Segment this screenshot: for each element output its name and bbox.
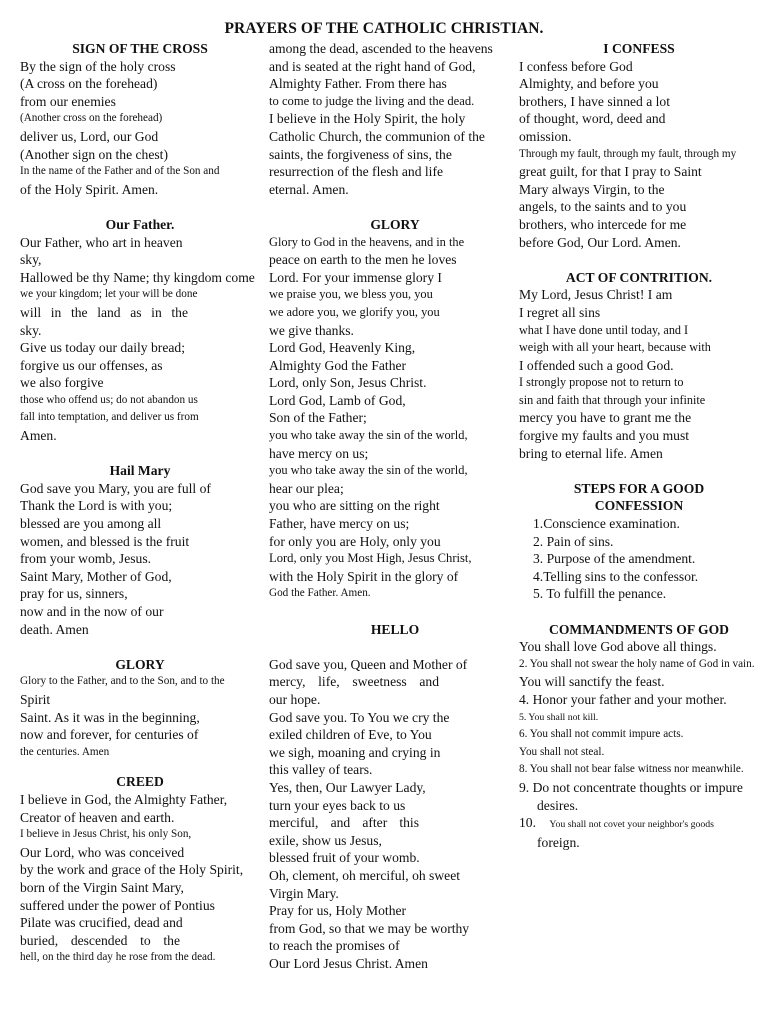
prayer-line: By the sign of the holy cross (20, 58, 176, 74)
prayer-line: hell, on the third day he rose from the dead. (20, 951, 216, 964)
hail-mary-heading: Hail Mary (109, 463, 171, 479)
prayer-line: have mercy on us; (269, 445, 369, 461)
prayer-line: Our Lord Jesus Christ. Amen (269, 955, 428, 971)
prayer-line: Mary always Virgin, to the (519, 181, 665, 197)
sign-of-cross-heading: SIGN OF THE CROSS (72, 41, 208, 56)
prayer-line: born of the Virgin Saint Mary, (20, 879, 184, 895)
column-left (20, 40, 260, 967)
prayer-line: now and in the now of our (20, 604, 164, 619)
prayer-line: omission. (519, 128, 572, 144)
prayer-line: Saint Mary, Mother of God, (20, 568, 172, 584)
prayer-line: turn your eyes back to us (269, 797, 406, 813)
list-item: 2. Pain of sins. (533, 533, 614, 549)
prayer-line: Lord God, Lamb of God, (269, 392, 406, 408)
prayer-line: Lord God, Heavenly King, (269, 340, 416, 356)
prayer-line: Pilate was crucified, dead and (20, 915, 183, 931)
list-item: 5. You shall not kill. (519, 711, 599, 723)
list-item (519, 814, 759, 834)
prayer-line: I offended such a good God. (519, 357, 674, 373)
prayer-line: Saint. As it was in the beginning, (20, 709, 200, 725)
glory-long-heading: GLORY (370, 216, 420, 232)
prayer-line: angels, to the saints and to you (519, 199, 687, 215)
list-number: 10. (519, 815, 536, 831)
list-item-continued: foreign. (537, 834, 580, 850)
list-item: 4. Honor your father and your mother. (519, 691, 727, 707)
prayer-line: from our enemies (20, 93, 116, 109)
prayer-line: you who take away the sin of the world, (269, 463, 468, 478)
prayer-line: weigh with all your heart, because with (519, 340, 711, 355)
prayer-line: for only you are Holy, only you (269, 533, 441, 549)
prayer-line: God save you. To You we cry the (269, 709, 450, 725)
glory-short-heading: GLORY (115, 656, 165, 672)
prayer-line: (Another sign on the chest) (20, 146, 168, 162)
prayer-line: among the dead, ascended to the heavens (269, 41, 493, 56)
prayer-line: (A cross on the forehead) (20, 76, 158, 92)
prayer-line: before God, Our Lord. Amen. (519, 234, 681, 250)
prayer-line: Spirit (20, 691, 51, 707)
creed-heading: CREED (116, 774, 164, 790)
list-item: 3. Purpose of the amendment. (533, 551, 696, 567)
prayer-line: God the Father. Amen. (269, 587, 371, 600)
list-item: 8. You shall not bear false witness nor meanwhile. (519, 763, 744, 776)
prayer-line: of thought, word, deed and (519, 111, 666, 127)
prayer-line: My Lord, Jesus Christ! I am (519, 287, 673, 303)
steps-heading-2: CONFESSION (594, 498, 684, 514)
prayer-line: I strongly propose not to return to (519, 375, 684, 390)
prayer-line: God save you, Queen and Mother of (269, 656, 468, 672)
prayer-line: Creator of heaven and earth. (20, 809, 175, 825)
prayer-line: In the name of the Father and of the Son and (20, 165, 220, 178)
prayer-line: to come to judge the living and the dead. (269, 93, 475, 108)
prayer-line: from your womb, Jesus. (20, 551, 152, 567)
prayer-line: Virgin Mary. (269, 885, 339, 901)
prayer-line: buried, descended to the (20, 932, 180, 948)
list-item: 2. You shall not swear the holy name of God in vain. (519, 657, 755, 670)
prayer-line: Thank the Lord is with you; (20, 498, 173, 514)
column-middle (269, 40, 521, 972)
prayer-line: deliver us, Lord, our God (20, 128, 159, 144)
prayer-line: those who offend us; do not abandon us (20, 393, 198, 406)
prayer-line: bring to eternal life. Amen (519, 445, 663, 461)
prayer-line: we give thanks. (269, 322, 354, 338)
prayer-line: I believe in God, the Almighty Father, (20, 791, 228, 807)
prayer-line: eternal. Amen. (269, 181, 349, 197)
prayer-line: Glory to God in the heavens, and in the (269, 234, 465, 249)
prayer-line: will in the land as in the (20, 304, 188, 320)
list-item: 4.Telling sins to the confessor. (533, 568, 699, 584)
prayer-line: Our Father, who art in heaven (20, 234, 183, 250)
prayer-line: sin and faith that through your infinite (519, 392, 706, 407)
list-item: 5. To fulfill the penance. (533, 586, 667, 602)
prayer-line: merciful, and after this (269, 815, 419, 831)
prayer-line: we adore you, we glorify you, you (269, 304, 440, 319)
prayer-line: Lord. For your immense glory I (269, 269, 442, 285)
prayer-line: great guilt, for that I pray to Saint (519, 164, 702, 180)
prayer-line: from God, so that we may be worthy (269, 920, 470, 936)
prayer-line: Oh, clement, oh merciful, oh sweet (269, 867, 461, 883)
hello-heading: HELLO (370, 621, 420, 637)
prayer-line: the centuries. Amen (20, 745, 110, 758)
prayer-line: sky, (20, 252, 42, 268)
prayer-line: brothers, I have sinned a lot (519, 93, 670, 109)
prayer-line: we sigh, moaning and crying in (269, 744, 441, 760)
commandments-heading: COMMANDMENTS OF GOD (549, 621, 729, 637)
prayer-line: you who take away the sin of the world, (269, 428, 468, 443)
prayer-line: women, and blessed is the fruit (20, 533, 190, 549)
prayer-line: Almighty God the Father (269, 357, 407, 373)
prayer-line: God save you Mary, you are full of (20, 480, 211, 496)
prayer-line: Pray for us, Holy Mother (269, 903, 407, 919)
prayer-line: exiled children of Eve, to You (269, 727, 432, 743)
prayer-line: mercy you have to grant me the (519, 410, 692, 426)
prayer-line: Father, have mercy on us; (269, 516, 410, 532)
prayer-line: suffered under the power of Pontius (20, 897, 215, 913)
list-item: 6. You shall not commit impure acts. (519, 728, 684, 741)
prayer-line: forgive my faults and you must (519, 428, 690, 444)
i-confess-heading: I CONFESS (603, 41, 675, 56)
prayer-line: resurrection of the flesh and life (269, 164, 444, 180)
prayer-line: I confess before God (519, 58, 633, 74)
prayer-line: we your kingdom; let your will be done (20, 288, 198, 301)
our-father-heading: Our Father. (105, 216, 175, 232)
prayer-line: brothers, who intercede for me (519, 216, 687, 232)
prayer-line: we praise you, we bless you, you (269, 287, 433, 302)
prayer-line: Lord, only Son, Jesus Christ. (269, 375, 427, 391)
prayer-line: Our Lord, who was conceived (20, 844, 185, 860)
list-item: You shall not steal. (519, 745, 605, 758)
prayer-line: hear our plea; (269, 480, 344, 496)
prayer-line: we also forgive (20, 375, 104, 391)
prayer-line: Son of the Father; (269, 410, 367, 426)
prayer-line: I regret all sins (519, 304, 601, 320)
prayer-line: death. Amen (20, 621, 89, 637)
steps-heading: STEPS FOR A GOOD (573, 480, 705, 496)
prayer-line: I believe in the Holy Spirit, the holy (269, 111, 466, 127)
prayer-line: you who are sitting on the right (269, 498, 440, 514)
prayer-line: Through my fault, through my fault, through my (519, 147, 737, 160)
prayer-line: pray for us, sinners, (20, 586, 128, 602)
prayer-line: by the work and grace of the Holy Spirit, (20, 862, 244, 878)
prayer-line: Yes, then, Our Lawyer Lady, (269, 779, 426, 795)
prayer-line: Glory to the Father, and to the Son, and to the (20, 675, 225, 688)
prayer-line: peace on earth to the men he loves (269, 252, 457, 268)
prayer-line: blessed fruit of your womb. (269, 850, 420, 866)
prayer-line: I believe in Jesus Christ, his only Son, (20, 828, 192, 841)
prayer-line: this valley of tears. (269, 762, 373, 778)
contrition-heading: ACT OF CONTRITION. (565, 269, 713, 285)
prayer-line: and is seated at the right hand of God, (269, 58, 476, 74)
prayer-line: mercy, life, sweetness and (269, 674, 439, 690)
prayer-line: our hope. (269, 691, 321, 707)
prayer-line: Hallowed be thy Name; thy kingdom come (20, 269, 255, 285)
list-text: You shall not covet your neighbor's goods (549, 819, 714, 831)
prayer-line: saints, the forgiveness of sins, the (269, 146, 452, 162)
prayer-line: fall into temptation, and deliver us from (20, 411, 199, 424)
prayer-line: Almighty, and before you (519, 76, 659, 92)
prayer-line: (Another cross on the forehead) (20, 112, 163, 125)
prayer-line: Almighty Father. From there has (269, 76, 447, 92)
prayer-line: blessed are you among all (20, 516, 162, 532)
list-item: You will sanctify the feast. (519, 674, 665, 690)
prayer-line: Amen. (20, 428, 57, 444)
list-item: 1.Conscience examination. (533, 516, 680, 532)
prayer-line: Lord, only you Most High, Jesus Christ, (269, 551, 472, 566)
prayer-line: Give us today our daily bread; (20, 340, 185, 356)
prayer-line: exile, show us Jesus, (269, 832, 382, 848)
prayer-line: forgive us our offenses, as (20, 357, 163, 373)
prayer-line: of the Holy Spirit. Amen. (20, 181, 159, 197)
prayer-line: to reach the promises of (269, 938, 400, 954)
page-title: PRAYERS OF THE CATHOLIC CHRISTIAN. (224, 20, 544, 37)
list-item: You shall love God above all things. (519, 639, 717, 655)
prayer-line: with the Holy Spirit in the glory of (269, 568, 459, 584)
prayer-line: now and forever, for centuries of (20, 727, 199, 743)
list-item: 9. Do not concentrate thoughts or impure desires. (519, 779, 743, 813)
prayer-line: sky. (20, 322, 42, 338)
prayer-line: what I have done until today, and I (519, 322, 689, 337)
prayer-line: Catholic Church, the communion of the (269, 128, 485, 144)
column-right (519, 40, 759, 851)
